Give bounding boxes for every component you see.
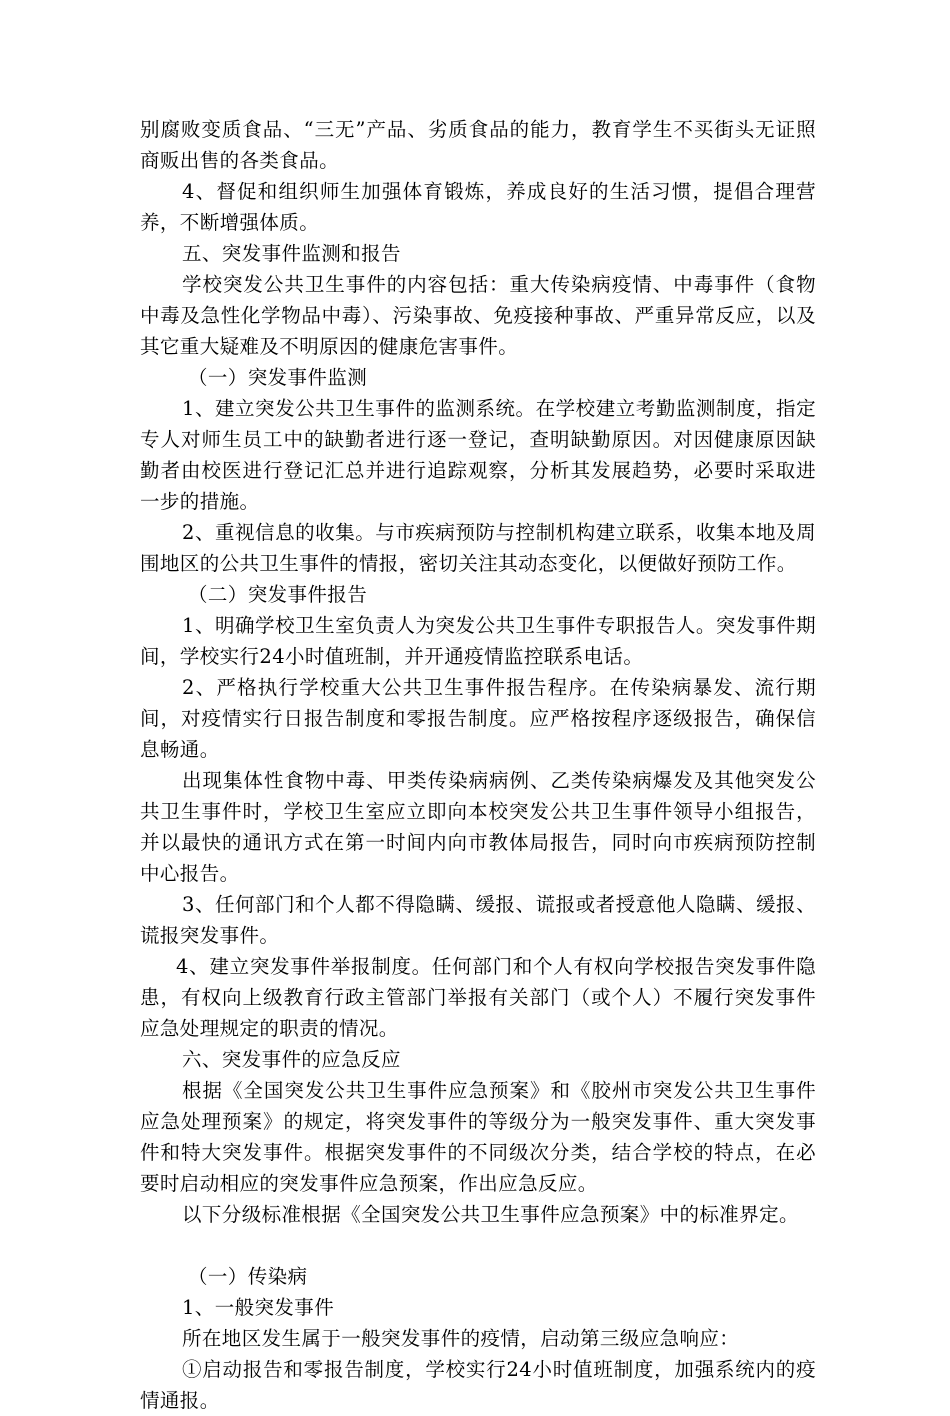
subheading-event-report: （二）突发事件报告 bbox=[188, 583, 368, 606]
subheading-infectious-disease: （一）传染病 bbox=[188, 1265, 308, 1288]
paragraph-reporter: 1、明确学校卫生室负责人为突发公共卫生事件专职报告人。突发事件期间，学校实行24小时值班制，并开通疫情监控联系电话。 bbox=[140, 614, 816, 668]
paragraph-event-content: 学校突发公共卫生事件的内容包括：重大传染病疫情、中毒事件（食物中毒及急性化学物品中毒）、污染事故、免疫接种事故、严重异常反应，以及其它重大疑难及不明原因的健康危害事件。 bbox=[140, 273, 816, 358]
paragraph-no-concealment: 3、任何部门和个人都不得隐瞒、缓报、谎报或者授意他人隐瞒、缓报、谎报突发事件。 bbox=[140, 893, 816, 947]
paragraph-level-three-response: 所在地区发生属于一般突发事件的疫情，启动第三级应急响应： bbox=[182, 1327, 740, 1350]
paragraph-physical-exercise: 4、督促和组织师生加强体育锻炼，养成良好的生活习惯，提倡合理营养，不断增强体质。 bbox=[140, 180, 816, 234]
document-page bbox=[140, 114, 816, 1416]
paragraph-general-event: 1、一般突发事件 bbox=[182, 1296, 335, 1319]
subheading-event-monitoring: （一）突发事件监测 bbox=[188, 366, 368, 389]
paragraph-monitoring-system: 1、建立突发公共卫生事件的监测系统。在学校建立考勤监测制度，指定专人对师生员工中的缺勤者进行逐一登记，查明缺勤原因。对因健康原因缺勤者由校医进行登记汇总并进行追踪观察，分析其发展趋势，必要时采取进一步的措施。 bbox=[140, 397, 816, 513]
blank-line bbox=[140, 1230, 816, 1261]
paragraph-whistleblowing: 4、建立突发事件举报制度。任何部门和个人有权向学校报告突发事件隐患，有权向上级教育行政主管部门举报有关部门（或个人）不履行突发事件应急处理规定的职责的情况。 bbox=[140, 955, 816, 1040]
paragraph-information-collection: 2、重视信息的收集。与市疾病预防与控制机构建立联系，收集本地及周围地区的公共卫生事件的情报，密切关注其动态变化，以便做好预防工作。 bbox=[140, 521, 816, 575]
paragraph-food-safety-cont: 别腐败变质食品、“三无”产品、劣质食品的能力，教育学生不买街头无证照商贩出售的各类食品。 bbox=[140, 118, 816, 172]
paragraph-report-procedure: 2、严格执行学校重大公共卫生事件报告程序。在传染病暴发、流行期间，对疫情实行日报告制度和零报告制度。应严格按程序逐级报告，确保信息畅通。 bbox=[140, 676, 816, 761]
section-heading-monitoring-report: 五、突发事件监测和报告 bbox=[182, 242, 401, 265]
paragraph-grading-standard: 以下分级标准根据《全国突发公共卫生事件应急预案》中的标准界定。 bbox=[182, 1203, 799, 1226]
paragraph-response-measure-1: ①启动报告和零报告制度，学校实行24小时值班制度，加强系统内的疫情通报。 bbox=[140, 1358, 816, 1412]
section-heading-emergency-response: 六、突发事件的应急反应 bbox=[182, 1048, 401, 1071]
paragraph-collective-poisoning: 出现集体性食物中毒、甲类传染病病例、乙类传染病爆发及其他突发公共卫生事件时，学校卫生室应立即向本校突发公共卫生事件领导小组报告，并以最快的通讯方式在第一时间内向市教体局报告，同时向市疾病预防控制中心报告。 bbox=[140, 769, 816, 885]
paragraph-event-levels: 根据《全国突发公共卫生事件应急预案》和《胶州市突发公共卫生事件应急处理预案》的规定，将突发事件的等级分为一般突发事件、重大突发事件和特大突发事件。根据突发事件的不同级次分类，结合学校的特点，在必要时启动相应的突发事件应急预案，作出应急反应。 bbox=[140, 1079, 816, 1195]
